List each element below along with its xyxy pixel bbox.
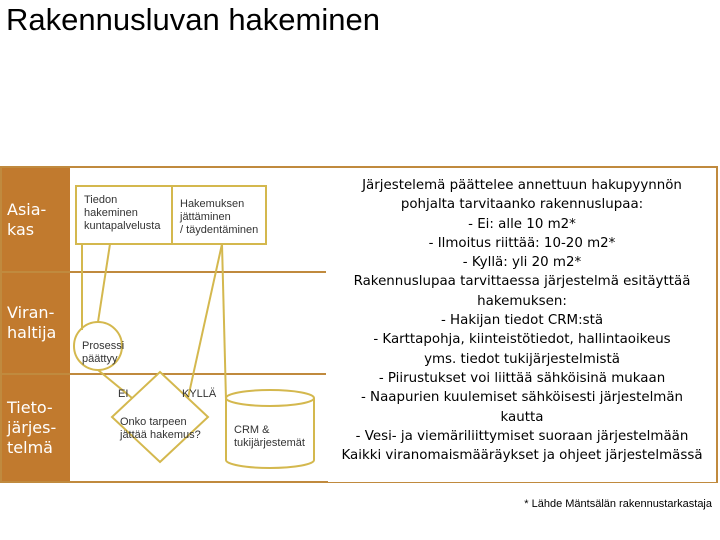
info-line: Järjestelemä päättelee annettuun hakupyynnön [362, 178, 682, 193]
connector-tiedon-prosessi [98, 244, 110, 322]
node-prosessi-paattyy: Prosessi päättyy [82, 340, 125, 365]
label-kylla: KYLLÄ [182, 388, 217, 400]
connector-kylla [188, 244, 222, 398]
node-onko-tarpeen: Onko tarpeen jättää hakemus? [120, 416, 201, 441]
info-textbox [328, 170, 716, 482]
source-footnote: * Lähde Mäntsälän rakennustarkastaja [524, 498, 712, 510]
connector-crm [222, 244, 226, 400]
info-line: - Ilmoitus riittää: 10-20 m2* [428, 235, 616, 251]
lane-label-viranhaltija: Viran- haltija [2, 273, 70, 373]
label-ei: EI [118, 388, 129, 400]
node-hakemuksen-jattaminen: Hakemuksen jättäminen / täydentäminen [180, 198, 259, 236]
info-line: hakemuksen: [477, 293, 567, 309]
info-line: - Vesi- ja viemäriliittymiset suoraan järjestelmään [355, 428, 689, 444]
info-line: Kaikki viranomaismääräykset ja ohjeet järjestelmässä [341, 448, 703, 464]
node-crm: CRM & tukijärjestemät [234, 424, 305, 449]
page-title: Rakennusluvan hakeminen [6, 2, 380, 37]
info-line: - Karttapohja, kiinteistötiedot, hallintaoikeus [373, 332, 671, 348]
info-line: - Hakijan tiedot CRM:stä [440, 313, 604, 329]
info-line: - Naapurien kuulemiset sähköisesti järjestelmän [360, 390, 684, 406]
info-line: pohjalta tarvitaanko rakennuslupaa: [400, 197, 644, 213]
info-line: Rakennuslupaa tarvittaessa järjestelmä esitäyttää [353, 274, 691, 290]
lane-label-asiakas: Asia- kas [2, 168, 70, 271]
info-line: yms. tiedot tukijärjestelmistä [424, 351, 620, 367]
info-line: kautta [500, 409, 544, 425]
lane-label-tietojarjestelma: Tieto- järjes- telmä [2, 375, 70, 481]
info-line: - Ei: alle 10 m2* [468, 216, 576, 232]
node-tiedon-hakeminen: Tiedon hakeminen kuntapalvelusta [84, 194, 161, 232]
info-line: - Piirustukset voi liittää sähköisinä mukaan [378, 370, 666, 386]
crm-cylinder-top [226, 390, 314, 406]
info-line: - Kyllä: yli 20 m2* [462, 255, 582, 271]
